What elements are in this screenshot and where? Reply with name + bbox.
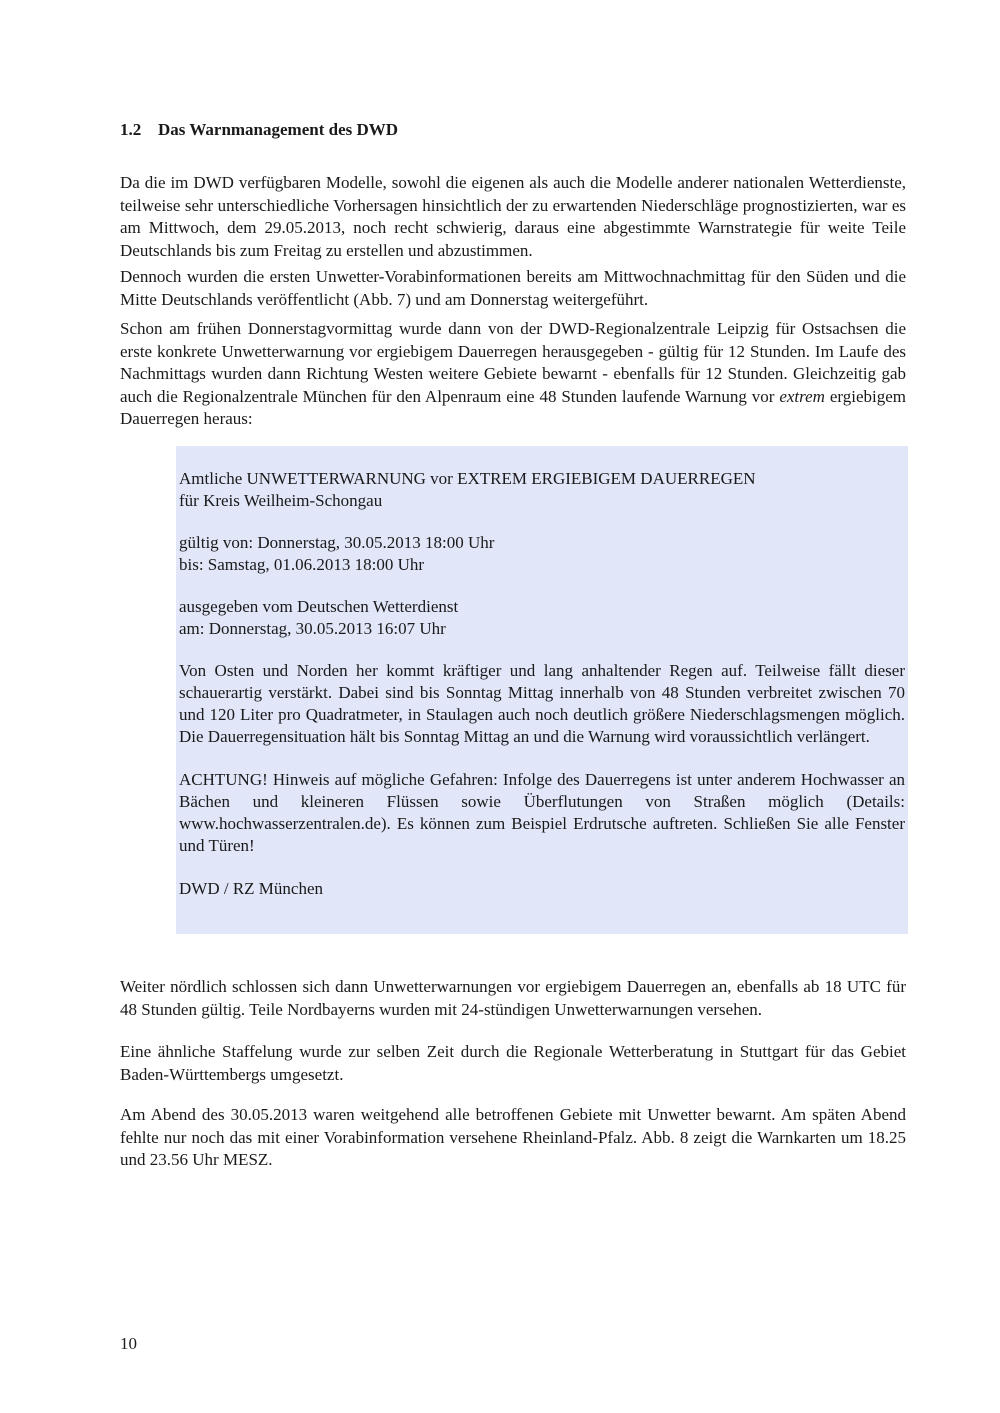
warning-region: für Kreis Weilheim-Schongau: [179, 491, 383, 510]
warning-signature: DWD / RZ München: [179, 879, 324, 898]
paragraph-first-warnings-text: Schon am frühen Donnerstagvormittag wurde dann von der DWD-Regionalzentrale Leipzig für Ostsachsen die erste konkrete Unwetterwarnung vor ergiebigem Dauerregen herausgegeben - gültig für 12 Stunden. Im Laufe des Nachmittags wurden dann Richtung Westen weitere Gebiete bewarnt - ebenfalls für 12 Stunden. Gleichzeitig gab auch die Regionalzentrale München für den Alpenraum eine 48 Stunden laufende Warnung vor: [120, 319, 906, 406]
warning-issued-at: am: Donnerstag, 30.05.2013 16:07 Uhr: [179, 619, 446, 638]
warning-validity: [179, 532, 905, 576]
paragraph-model-uncertainty: Da die im DWD verfügbaren Modelle, sowohl die eigenen als auch die Modelle anderer nationalen Wetterdienste, teilweise sehr unterschiedliche Vorhersagen hinsichtlich der zu erwartenden Niederschläge prognostizierten, war es am Mittwoch, dem 29.05.2013, noch recht schwierig, daraus eine abgestimmte Warnstrategie für weite Teile Deutschlands bis zum Freitag zu erstellen und abzustimmen.: [120, 173, 906, 260]
warning-description: Von Osten und Norden her kommt kräftiger und lang anhaltender Regen auf. Teilweise fällt dieser schauerartig verstärkt. Dabei sind bis Sonntag Mittag innerhalb von 48 Stunden verbreitet zwischen 70 und 120 Liter pro Quadratmeter, in Staulagen auch noch deutlich größere Niederschlagsmengen möglich. Die Dauerregensituation hält bis Sonntag Mittag an und die Warnung wird voraussichtlich verlängert.: [179, 661, 905, 746]
warning-title: Amtliche UNWETTERWARNUNG vor EXTREM ERGIEBIGEM DAUERREGEN: [179, 469, 756, 488]
official-warning-box: [176, 446, 908, 934]
warning-issuer: [179, 596, 905, 640]
paragraph-pre-information: Dennoch wurden die ersten Unwetter-Vorabinformationen bereits am Mittwochnachmittag für den Süden und die Mitte Deutschlands veröffentlicht (Abb. 7) und am Donnerstag weitergeführt.: [120, 267, 906, 309]
warning-issued-by: ausgegeben vom Deutschen Wetterdienst: [179, 597, 459, 616]
paragraph-first-warnings-end: ergiebigem Dauerregen heraus:: [120, 386, 906, 428]
warning-valid-from: gültig von: Donnerstag, 30.05.2013 18:00 Uhr: [179, 533, 495, 552]
paragraph-stuttgart: Eine ähnliche Staffelung wurde zur selben Zeit durch die Regionale Wetterberatung in Stuttgart für das Gebiet Baden-Württembergs umgesetzt.: [120, 1042, 906, 1084]
page-number: 10: [120, 1334, 137, 1353]
warning-valid-to: bis: Samstag, 01.06.2013 18:00 Uhr: [179, 555, 425, 574]
paragraph-north-warnings: Weiter nördlich schlossen sich dann Unwetterwarnungen vor ergiebigem Dauerregen an, ebenfalls ab 18 UTC für 48 Stunden gültig. Teile Nordbayerns wurden mit 24-stündigen Unwetterwarnungen versehen.: [120, 977, 906, 1019]
section-title: Das Warnmanagement des DWD: [158, 120, 399, 139]
warning-header: [179, 468, 905, 512]
section-number: 1.2: [120, 120, 142, 139]
warning-hint: ACHTUNG! Hinweis auf mögliche Gefahren: Infolge des Dauerregens ist unter anderem Hochwasser an Bächen und kleineren Flüssen sowie Überflutungen von Straßen möglich (Details: www.hochwasserzentralen.de). Es können zum Beispiel Erdrutsche auftreten. Schließen Sie alle Fenster und Türen!: [179, 770, 905, 855]
section-heading: [120, 119, 398, 141]
emphasis-extrem: extrem: [779, 386, 825, 406]
paragraph-evening-summary: Am Abend des 30.05.2013 waren weitgehend alle betroffenen Gebiete mit Unwetter bewarnt. Am späten Abend fehlte nur noch das mit einer Vorabinformation versehene Rheinland-Pfalz. Abb. 8 zeigt die Warnkarten um 18.25 und 23.56 Uhr MESZ.: [120, 1105, 906, 1169]
official-warning-text: [179, 468, 905, 921]
paragraph-first-warnings: [120, 318, 906, 431]
